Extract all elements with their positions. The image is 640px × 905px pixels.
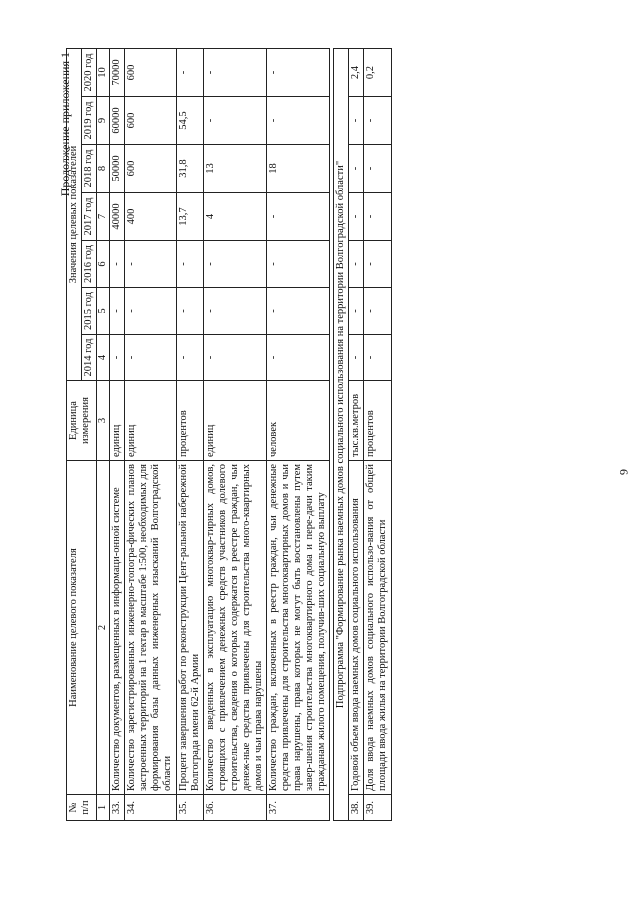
value-cell: - — [110, 241, 125, 288]
header-year: 2014 год — [82, 335, 97, 381]
column-index: 4 — [97, 335, 110, 381]
value-cell: - — [364, 193, 391, 241]
value-cell: - — [125, 241, 176, 288]
indicator-name: Процент завершения работ по реконструкции Цент-ральной набережной Волгограда имени 62-й Армии — [176, 461, 203, 795]
row-number: 36. — [203, 795, 266, 821]
value-cell: - — [176, 335, 203, 381]
value-cell: - — [176, 288, 203, 335]
value-cell: - — [364, 145, 391, 193]
value-cell: 0,2 — [364, 48, 391, 96]
row-number: 39. — [364, 795, 391, 821]
value-cell: - — [203, 335, 266, 381]
header-name: Наименование целевого показателя — [67, 461, 97, 795]
row-number: 38. — [349, 795, 364, 821]
value-cell: - — [125, 288, 176, 335]
indicators-group-b — [349, 48, 391, 820]
value-cell: - — [266, 241, 329, 288]
header-unit: Единица измерения — [67, 381, 97, 461]
unit-cell: единиц — [203, 381, 266, 461]
unit-cell: человек — [266, 381, 329, 461]
value-cell: - — [203, 97, 266, 145]
value-cell: - — [349, 145, 364, 193]
value-cell: - — [364, 335, 391, 381]
column-index: 3 — [97, 381, 110, 461]
value-cell: 31,8 — [176, 145, 203, 193]
unit-cell: процентов — [364, 381, 391, 461]
value-cell: - — [176, 241, 203, 288]
column-index: 8 — [97, 145, 110, 193]
value-cell: 600 — [125, 48, 176, 96]
indicator-name: Количество граждан, включенных в реестр граждан, чьи денежные средства привлечены для строительства многоквартирных домов и чьи права нарушены, права которых не могут быть восстановлены путем завер-шения строительства многоквартирного дома и пере-дачи таким гражданам жилого помещения, получив-ших социальную выплату — [266, 461, 329, 795]
value-cell: - — [349, 193, 364, 241]
indicator-name: Доля ввода наемных домов социального использо-вания от общей площади ввода жилья на территории Волгоградской области — [364, 461, 391, 795]
value-cell: - — [110, 335, 125, 381]
value-cell: - — [266, 335, 329, 381]
indicator-name: Количество зарегистрированных инженерно-топогра-фических планов застроенных территорий на 1 гектар в масштабе 1:500, необходимых для формирования базы данных инженерных изысканий Волгоградской области — [125, 461, 176, 795]
value-cell: 13,7 — [176, 193, 203, 241]
header-year: 2016 год — [82, 241, 97, 288]
header-year: 2017 год — [82, 193, 97, 241]
header-year: 2019 год — [82, 97, 97, 145]
value-cell: - — [266, 288, 329, 335]
column-index: 1 — [97, 795, 110, 821]
table-row — [349, 48, 364, 820]
unit-cell: процентов — [176, 381, 203, 461]
table-row — [176, 48, 203, 820]
indicators-group-a — [110, 48, 330, 820]
indicator-name: Годовой объем ввода наемных домов социального использования — [349, 461, 364, 795]
value-cell: - — [203, 288, 266, 335]
column-index: 7 — [97, 193, 110, 241]
table-row — [110, 48, 125, 820]
value-cell: - — [349, 288, 364, 335]
header-year: 2018 год — [82, 145, 97, 193]
header-year: 2020 год — [82, 48, 97, 96]
value-cell: - — [176, 48, 203, 96]
row-number: 35. — [176, 795, 203, 821]
row-number: 34. — [125, 795, 176, 821]
value-cell: - — [349, 241, 364, 288]
indicator-name: Количество введенных в эксплуатацию многоквар-тирных домов, строящихся с привлечением денежных средств участников долевого строительства, сведения о которых содержатся в реестре граждан, чьи денеж-ные средства привлечены для строительства много-квартирных домов и чьи права нарушены — [203, 461, 266, 795]
continuation-note: Продолжение приложения 1 — [58, 52, 72, 197]
unit-cell: единиц — [125, 381, 176, 461]
indicator-name: Количество документов, размещенных в информаци-онной системе — [110, 461, 125, 795]
column-index: 10 — [97, 48, 110, 96]
row-number: 33. — [110, 795, 125, 821]
unit-cell: единиц — [110, 381, 125, 461]
column-index: 6 — [97, 241, 110, 288]
value-cell: - — [110, 288, 125, 335]
value-cell: 600 — [125, 145, 176, 193]
column-index-row — [97, 48, 110, 820]
value-cell: - — [203, 48, 266, 96]
column-index: 2 — [97, 461, 110, 795]
header-values: Значения целевых показателей — [67, 48, 82, 380]
value-cell: 4 — [203, 193, 266, 241]
unit-cell: тыс.кв.метров — [349, 381, 364, 461]
value-cell: - — [349, 97, 364, 145]
value-cell: - — [364, 288, 391, 335]
column-index: 9 — [97, 97, 110, 145]
subprogram-title: Подпрограмма "Формирование рынка наемных домов социального использования на территории Волгоградской области" — [334, 48, 349, 820]
value-cell: 400 — [125, 193, 176, 241]
value-cell: - — [266, 193, 329, 241]
indicators-table — [66, 48, 392, 821]
value-cell: - — [203, 241, 266, 288]
value-cell: 40000 — [110, 193, 125, 241]
value-cell: 2,4 — [349, 48, 364, 96]
header-no: № п/п — [67, 795, 97, 821]
page-number: 6 — [617, 469, 631, 475]
value-cell: - — [349, 335, 364, 381]
value-cell: - — [364, 241, 391, 288]
table-row — [125, 48, 176, 820]
value-cell: 54,5 — [176, 97, 203, 145]
value-cell: - — [266, 48, 329, 96]
value-cell: 50000 — [110, 145, 125, 193]
value-cell: 60000 — [110, 97, 125, 145]
row-number: 37. — [266, 795, 329, 821]
table-row — [364, 48, 391, 820]
value-cell: - — [364, 97, 391, 145]
value-cell: 18 — [266, 145, 329, 193]
value-cell: - — [125, 335, 176, 381]
header-year: 2015 год — [82, 288, 97, 335]
value-cell: 70000 — [110, 48, 125, 96]
table-row — [266, 48, 329, 820]
column-index: 5 — [97, 288, 110, 335]
value-cell: 600 — [125, 97, 176, 145]
table-row — [203, 48, 266, 820]
value-cell: - — [266, 97, 329, 145]
value-cell: 13 — [203, 145, 266, 193]
